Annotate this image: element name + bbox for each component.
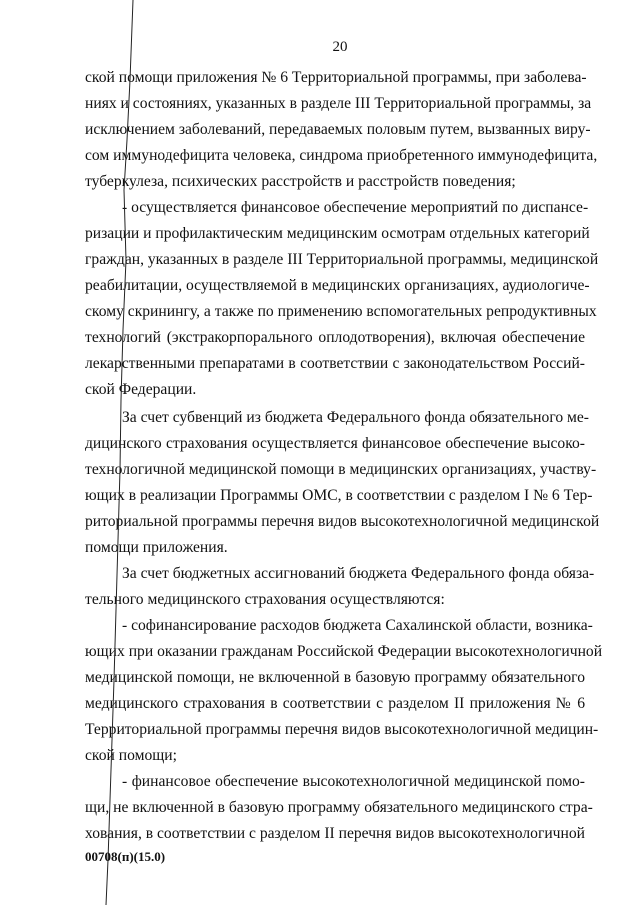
text-line: За счет субвенций из бюджета Федерального фонда обязательного ме- — [122, 409, 590, 426]
text-line: реабилитации, осуществляемой в медицинских организациях, аудиологиче- — [85, 277, 590, 294]
document-code: 00708(п)(15.0) — [85, 849, 166, 864]
text-line: - финансовое обеспечение высокотехнологичной медицинской помо- — [122, 773, 585, 790]
text-line: ской помощи; — [85, 747, 177, 764]
text-line: тельного медицинского страхования осуществляются: — [85, 591, 445, 608]
text-line: За счет бюджетных ассигнований бюджета Федерального фонда обяза- — [122, 565, 595, 582]
text-line: туберкулеза, психических расстройств и расстройств поведения; — [85, 173, 516, 190]
text-line: щи, не включенной в базовую программу обязательного медицинского стра- — [85, 799, 593, 816]
text-line: ской Федерации. — [85, 381, 197, 398]
text-line: - осуществляется финансовое обеспечение мероприятий по диспансе- — [122, 199, 589, 216]
text-line: граждан, указанных в разделе III Территориальной программы, медицинской — [85, 251, 599, 268]
page-number: 20 — [332, 39, 348, 55]
text-line: лекарственными препаратами в соответствии с законодательством Россий- — [85, 355, 585, 372]
text-line: ниях и состояниях, указанных в разделе III Территориальной программы, за — [85, 95, 592, 112]
text-line: исключением заболеваний, передаваемых половым путем, вызванных виру- — [85, 121, 591, 138]
text-line: Территориальной программы перечня видов высокотехнологичной медицин- — [85, 721, 599, 738]
text-line: риториальной программы перечня видов высокотехнологичной медицинской — [85, 513, 600, 530]
text-line: технологий (экстракорпорального оплодотворения), включая обеспечение — [85, 329, 585, 346]
text-line: ющих в реализации Программы ОМС, в соответствии с разделом I № 6 Тер- — [85, 487, 593, 504]
text-line: скому скринингу, а также по применению вспомогательных репродуктивных — [85, 303, 597, 320]
text-line: помощи приложения. — [85, 539, 228, 556]
text-line: хования, в соответствии с разделом II перечня видов высокотехнологичной — [85, 825, 586, 842]
text-line: медицинской помощи, не включенной в базовую программу обязательного — [85, 669, 585, 686]
text-line: сом иммунодефицита человека, синдрома приобретенного иммунодефицита, — [85, 147, 598, 164]
text-line: - софинансирование расходов бюджета Сахалинской области, возника- — [122, 617, 593, 634]
text-line: дицинского страхования осуществляется финансовое обеспечение высоко- — [85, 435, 585, 452]
text-line: технологичной медицинской помощи в медицинских организациях, участву- — [85, 461, 597, 478]
text-line: медицинского страхования в соответствии с разделом II приложения № 6 — [85, 695, 585, 712]
text-line: ской помощи приложения № 6 Территориальной программы, при заболева- — [85, 69, 587, 86]
text-line: ризации и профилактическим медицинским осмотрам отдельных категорий — [85, 225, 590, 242]
text-line: ющих при оказании гражданам Российской Федерации высокотехнологичной — [85, 643, 603, 660]
